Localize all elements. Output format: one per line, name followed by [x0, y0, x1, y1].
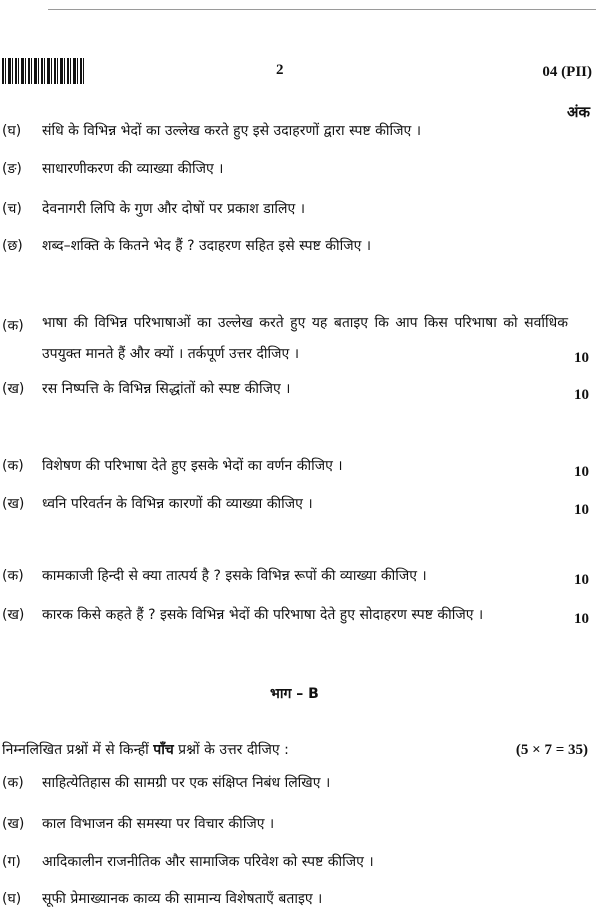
question-label: (क)	[2, 318, 24, 334]
question-marks: 10	[574, 350, 589, 366]
question-label: (छ)	[2, 238, 23, 254]
page-number: 2	[276, 62, 284, 78]
question-text: आदिकालीन राजनीतिक और सामाजिक परिवेश को स्पष्ट कीजिए ।	[42, 854, 374, 870]
instruction-emphasis: पाँच	[153, 742, 174, 758]
question-label: (ग)	[2, 854, 21, 870]
question-marks: 10	[574, 611, 589, 627]
question-label: (ख)	[2, 496, 25, 512]
barcode	[2, 58, 86, 84]
question-label: (क)	[2, 458, 24, 474]
question-text: ध्वनि परिवर्तन के विभिन्न कारणों की व्याख्या कीजिए ।	[42, 496, 313, 512]
section-instruction	[2, 740, 289, 759]
question-text: सूफी प्रेमाख्यानक काव्य की सामान्य विशेषताएँ बताइए ।	[42, 891, 323, 907]
paper-code: 04 (PII)	[542, 64, 592, 80]
question-marks: 10	[574, 387, 589, 403]
question-text: कारक किसे कहते हैं ? इसके विभिन्न भेदों की परिभाषा देते हुए सोदाहरण स्पष्ट कीजिए ।	[42, 607, 484, 623]
question-label: (ङ)	[2, 161, 22, 177]
question-label: (ख)	[2, 816, 25, 832]
question-text: शब्द–शक्ति के कितने भेद हैं ? उदाहरण सहित इसे स्पष्ट कीजिए ।	[42, 238, 372, 254]
top-border-line	[48, 9, 596, 10]
question-label: (च)	[2, 201, 22, 217]
question-label: (घ)	[2, 123, 22, 139]
section-title: भाग – B	[270, 686, 319, 702]
question-label: (ख)	[2, 381, 25, 397]
question-label: (क)	[2, 775, 24, 791]
question-text: संधि के विभिन्न भेदों का उल्लेख करते हुए इसे उदाहरणों द्वारा स्पष्ट कीजिए ।	[42, 123, 422, 139]
question-text: कामकाजी हिन्दी से क्या तात्पर्य है ? इसके विभिन्न रूपों की व्याख्या कीजिए ।	[42, 568, 427, 584]
question-text: भाषा की विभिन्न परिभाषाओं का उल्लेख करते हुए यह बताइए कि आप किस परिभाषा को सर्वाधिक उपयुक्त मानते हैं और क्यों । तर्कपूर्ण उत्तर दीजिए ।	[42, 315, 568, 362]
question-text: रस निष्पत्ति के विभिन्न सिद्धांतों को स्पष्ट कीजिए ।	[42, 381, 291, 397]
question-text: देवनागरी लिपि के गुण और दोषों पर प्रकाश डालिए ।	[42, 201, 306, 217]
question-marks: 10	[574, 572, 589, 588]
question-label: (ख)	[2, 607, 25, 623]
question-label: (घ)	[2, 891, 22, 907]
question-marks: 10	[574, 502, 589, 518]
instruction-text-end: प्रश्नों के उत्तर दीजिए :	[173, 742, 289, 758]
question-marks: 10	[574, 464, 589, 480]
question-text: काल विभाजन की समस्या पर विचार कीजिए ।	[42, 816, 275, 832]
marks-heading: अंक	[567, 103, 590, 121]
question-text: साधारणीकरण की व्याख्या कीजिए ।	[42, 161, 224, 177]
section-score: (5 × 7 = 35)	[515, 742, 588, 758]
question-label: (क)	[2, 568, 24, 584]
instruction-text-start: निम्नलिखित प्रश्नों में से किन्हीं	[2, 742, 154, 758]
question-text: विशेषण की परिभाषा देते हुए इसके भेदों का वर्णन कीजिए ।	[42, 458, 343, 474]
question-text: साहित्येतिहास की सामग्री पर एक संक्षिप्त निबंध लिखिए ।	[42, 775, 331, 791]
